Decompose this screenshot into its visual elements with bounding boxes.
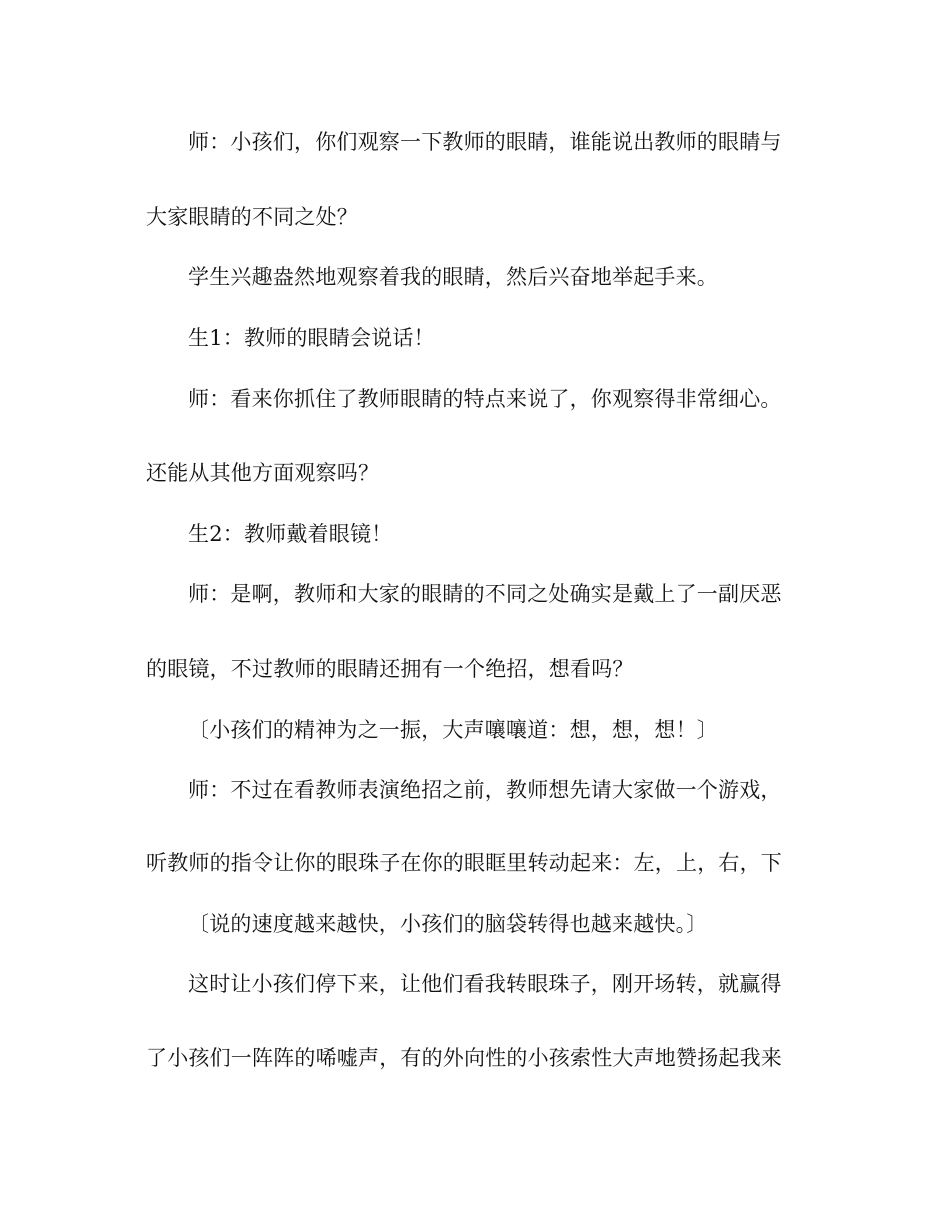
paragraph-line-7: 生2：教师戴着眼镜！ (188, 522, 393, 546)
paragraph-line-11: 师：不过在看教师表演绝招之前，教师想先请大家做一个游戏， (188, 778, 782, 802)
paragraph-line-3: 学生兴趣盎然地观察着我的眼睛，然后兴奋地举起手来。 (188, 265, 718, 289)
paragraph-line-4: 生1：教师的眼睛会说话！ (188, 326, 435, 350)
paragraph-line-10: 〔小孩们的精神为之一振，大声嚷嚷道：想，想，想！〕 (188, 718, 718, 742)
paragraph-line-6: 还能从其他方面观察吗？ (146, 461, 380, 485)
paragraph-line-15: 了小孩们一阵阵的唏嘘声，有的外向性的小孩索性大声地赞扬起我来 (146, 1046, 782, 1070)
paragraph-line-1: 师：小孩们，你们观察一下教师的眼睛，谁能说出教师的眼睛与 (188, 130, 782, 154)
paragraph-line-14: 这时让小孩们停下来，让他们看我转眼珠子，刚开场转，就赢得 (188, 972, 782, 996)
paragraph-line-12: 听教师的指令让你的眼珠子在你的眼眶里转动起来：左，上，右，下 (146, 851, 782, 875)
paragraph-line-5: 师：看来你抓住了教师眼睛的特点来说了，你观察得非常细心。 (188, 387, 782, 411)
paragraph-line-9: 的眼镜，不过教师的眼睛还拥有一个绝招，想看吗？ (146, 657, 634, 681)
paragraph-line-8: 师：是啊，教师和大家的眼睛的不同之处确实是戴上了一副厌恶 (188, 582, 782, 606)
paragraph-line-2: 大家眼睛的不同之处？ (146, 205, 358, 229)
paragraph-line-13: 〔说的速度越来越快，小孩们的脑袋转得也越来越快。〕 (188, 912, 708, 936)
